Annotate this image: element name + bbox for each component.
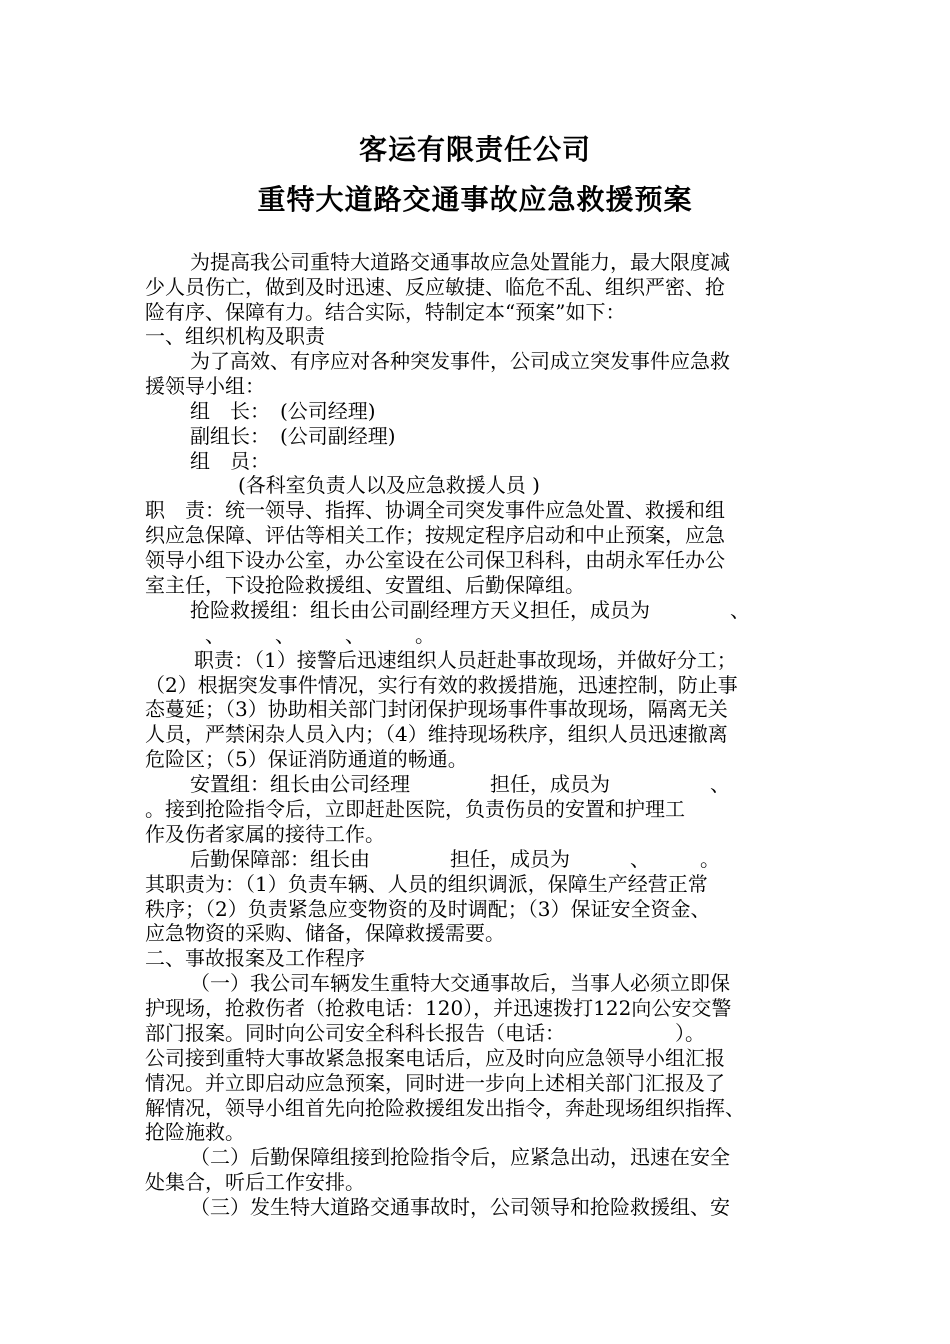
text-line: （三）发生特大道路交通事故时，公司领导和抢险救援组、安: [190, 1195, 730, 1219]
text-line: 人员，严禁闲杂人员入内；（4）维持现场秩序，组织人员迅速撤离: [145, 722, 728, 746]
text-line: (各科室负责人以及应急救援人员 ): [238, 473, 540, 497]
company-title: 客运有限责任公司: [358, 133, 591, 166]
text-line: 护现场，抢救伤者（抢救电话：120），并迅速拨打122向公安交警: [145, 996, 732, 1020]
text-line: 组 长： (公司经理): [190, 399, 376, 423]
plan-title: 重特大道路交通事故应急救援预案: [257, 183, 693, 216]
text-line: 作及伤者家属的接待工作。: [145, 822, 385, 846]
text-line: 公司接到重特大事故紧急报案电话后，应及时向应急领导小组汇报: [145, 1046, 725, 1070]
text-line: 抢险施救。: [145, 1120, 245, 1144]
text-line: 为了高效、有序应对各种突发事件，公司成立突发事件应急救: [190, 349, 730, 373]
text-line: 援领导小组：: [145, 374, 265, 398]
text-line: 为提高我公司重特大道路交通事故应急处置能力，最大限度减: [190, 250, 730, 274]
text-line: 织应急保障、评估等相关工作；按规定程序启动和中止预案，应急: [145, 523, 725, 547]
text-line: （二）后勤保障组接到抢险指令后，应紧急出动，迅速在安全: [190, 1145, 730, 1169]
text-line: 抢险救援组：组长由公司副经理方天义担任，成员为 、: [190, 598, 750, 622]
text-line: 后勤保障部：组长由 担任，成员为 、 。: [190, 847, 720, 871]
text-line: 一、组织机构及职责: [145, 324, 325, 348]
text-line: 安置组：组长由公司经理 担任，成员为 、: [190, 772, 730, 796]
text-line: 部门报案。同时向公司安全科科长报告（电话： ）。: [145, 1021, 705, 1045]
text-line: 秩序；（2）负责紧急应变物资的及时调配；（3）保证安全资金、: [145, 897, 711, 921]
text-line: 态蔓延；（3）协助相关部门封闭保护现场事件事故现场，隔离无关: [145, 697, 728, 721]
text-line: 应急物资的采购、储备，保障救援需要。: [145, 921, 505, 945]
text-line: 情况。并立即启动应急预案，同时进一步向上述相关部门汇报及了: [145, 1071, 725, 1095]
text-line: 组 员：: [190, 449, 270, 473]
text-line: 、 、 、 。: [205, 623, 435, 647]
text-line: 二、事故报案及工作程序: [145, 946, 365, 970]
text-line: 。接到抢险指令后，立即赶赴医院，负责伤员的安置和护理工: [145, 797, 685, 821]
text-line: 领导小组下设办公室，办公室设在公司保卫科科，由胡永军任办公: [145, 548, 725, 572]
text-line: （2）根据突发事件情况，实行有效的救援措施，迅速控制，防止事: [145, 673, 738, 697]
text-line: 职 责：统一领导、指挥、协调全司突发事件应急处置、救援和组: [145, 498, 725, 522]
text-line: 解情况，领导小组首先向抢险救援组发出指令，奔赴现场组织指挥、: [145, 1096, 745, 1120]
text-line: （一）我公司车辆发生重特大交通事故后，当事人必须立即保: [190, 971, 730, 995]
text-line: 副组长： (公司副经理): [190, 424, 396, 448]
text-line: 职责：（1）接警后迅速组织人员赶赴事故现场，并做好分工；: [194, 648, 737, 672]
text-line: 险有序、保障有力。结合实际，特制定本“预案”如下：: [145, 300, 626, 324]
text-line: 室主任，下设抢险救援组、安置组、后勤保障组。: [145, 573, 585, 597]
text-line: 处集合，听后工作安排。: [145, 1170, 365, 1194]
text-line: 其职责为：（1）负责车辆、人员的组织调派，保障生产经营正常: [145, 872, 708, 896]
text-line: 危险区；（5）保证消防通道的畅通。: [145, 747, 468, 771]
text-line: 少人员伤亡，做到及时迅速、反应敏捷、临危不乱、组织严密、抢: [145, 275, 725, 299]
